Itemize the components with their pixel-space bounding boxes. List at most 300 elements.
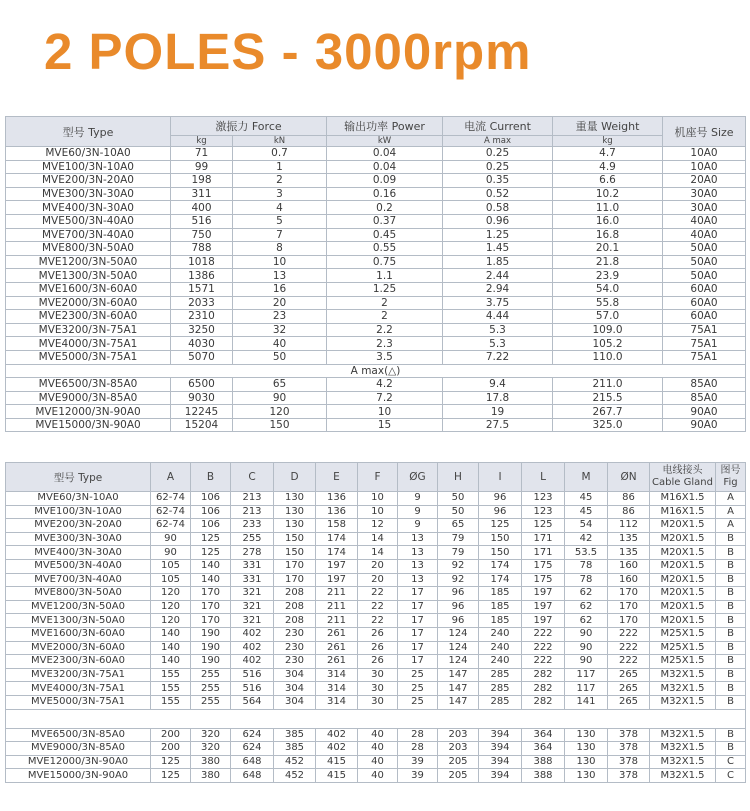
value-cell: 2.2 (327, 323, 443, 337)
value-cell: 30 (358, 668, 398, 682)
table-row (6, 627, 746, 641)
value-cell: 222 (522, 627, 565, 641)
value-cell: M32X1.5 (650, 668, 716, 682)
unit-power: kW (327, 136, 443, 147)
model-cell: MVE1300/3N-50A0 (6, 269, 171, 283)
value-cell: 0.55 (327, 242, 443, 256)
model-cell: MVE500/3N-40A0 (6, 559, 151, 573)
value-cell: 17.8 (443, 391, 553, 405)
value-cell: 78 (565, 559, 608, 573)
model-cell: MVE5000/3N-75A1 (6, 350, 171, 364)
value-cell: 233 (231, 519, 274, 533)
value-cell: 222 (522, 655, 565, 669)
value-cell: 388 (522, 769, 565, 783)
model-cell: MVE6500/3N-85A0 (6, 728, 151, 742)
value-cell: 20.1 (553, 242, 663, 256)
model-cell: MVE500/3N-40A0 (6, 214, 171, 228)
empty-separator-cell (6, 709, 746, 728)
value-cell: 321 (231, 614, 274, 628)
value-cell: 2033 (171, 296, 233, 310)
value-cell: 155 (151, 682, 191, 696)
value-cell: 125 (191, 532, 231, 546)
value-cell: 385 (274, 742, 316, 756)
value-cell: 230 (274, 655, 316, 669)
value-cell: 125 (479, 519, 522, 533)
value-cell: B (716, 559, 746, 573)
table-row (6, 378, 746, 392)
unit-force-kn: kN (233, 136, 327, 147)
value-cell: 222 (608, 641, 650, 655)
value-cell: 125 (522, 519, 565, 533)
table-row (6, 546, 746, 560)
value-cell: 9030 (171, 391, 233, 405)
value-cell: B (716, 546, 746, 560)
value-cell: 50A0 (663, 255, 746, 269)
value-cell: M16X1.5 (650, 505, 716, 519)
value-cell: 2 (327, 296, 443, 310)
value-cell: 394 (479, 755, 522, 769)
separator-row (6, 364, 746, 378)
table-row (6, 310, 746, 324)
value-cell: M25X1.5 (650, 655, 716, 669)
value-cell: 175 (522, 573, 565, 587)
table-row (6, 201, 746, 215)
value-cell: 320 (191, 742, 231, 756)
value-cell: 124 (438, 641, 479, 655)
value-cell: M32X1.5 (650, 769, 716, 783)
dim-header-b: B (191, 463, 231, 492)
model-cell: MVE1300/3N-50A0 (6, 614, 151, 628)
value-cell: 13 (398, 573, 438, 587)
value-cell: 40 (358, 769, 398, 783)
value-cell: 25 (398, 682, 438, 696)
value-cell: 10.2 (553, 187, 663, 201)
value-cell: 3.75 (443, 296, 553, 310)
value-cell: 452 (274, 755, 316, 769)
value-cell: 40 (358, 742, 398, 756)
value-cell: 304 (274, 695, 316, 709)
value-cell: 16.8 (553, 228, 663, 242)
value-cell: 2310 (171, 310, 233, 324)
value-cell: 26 (358, 655, 398, 669)
value-cell: 0.2 (327, 201, 443, 215)
value-cell: 62 (565, 587, 608, 601)
model-cell: MVE400/3N-30A0 (6, 201, 171, 215)
value-cell: 190 (191, 641, 231, 655)
table-row (6, 214, 746, 228)
value-cell: 255 (191, 695, 231, 709)
value-cell: 388 (522, 755, 565, 769)
table-row (6, 269, 746, 283)
model-cell: MVE400/3N-30A0 (6, 546, 151, 560)
value-cell: 150 (479, 532, 522, 546)
value-cell: 17 (398, 655, 438, 669)
value-cell: 331 (231, 559, 274, 573)
value-cell: 285 (479, 668, 522, 682)
value-cell: 30A0 (663, 187, 746, 201)
value-cell: 4.44 (443, 310, 553, 324)
value-cell: 10 (358, 492, 398, 506)
value-cell: 171 (522, 546, 565, 560)
dim-header-cable-gland (650, 463, 716, 492)
value-cell: 516 (231, 682, 274, 696)
value-cell: 261 (316, 655, 358, 669)
value-cell: 120 (233, 405, 327, 419)
value-cell: 9 (398, 505, 438, 519)
table-row (6, 668, 746, 682)
table-row (6, 282, 746, 296)
value-cell: A (716, 492, 746, 506)
value-cell: 17 (398, 641, 438, 655)
value-cell: 222 (608, 627, 650, 641)
value-cell: 321 (231, 587, 274, 601)
value-cell: 62-74 (151, 519, 191, 533)
value-cell: 150 (479, 546, 522, 560)
model-cell: MVE700/3N-40A0 (6, 228, 171, 242)
model-cell: MVE15000/3N-90A0 (6, 769, 151, 783)
value-cell: 230 (274, 627, 316, 641)
value-cell: 140 (191, 559, 231, 573)
value-cell: 105 (151, 573, 191, 587)
value-cell: 3.5 (327, 350, 443, 364)
value-cell: 170 (191, 587, 231, 601)
value-cell: 321 (231, 600, 274, 614)
value-cell: 75A1 (663, 323, 746, 337)
value-cell: 50A0 (663, 269, 746, 283)
value-cell: 22 (358, 600, 398, 614)
value-cell: 205 (438, 755, 479, 769)
value-cell: 10 (358, 505, 398, 519)
value-cell: 16 (233, 282, 327, 296)
value-cell: 106 (191, 492, 231, 506)
value-cell: 4.2 (327, 378, 443, 392)
value-cell: 331 (231, 573, 274, 587)
value-cell: 90 (151, 546, 191, 560)
value-cell: 78 (565, 573, 608, 587)
page-title: 2 POLES - 3000rpm (44, 23, 532, 80)
value-cell: 109.0 (553, 323, 663, 337)
value-cell: 39 (398, 769, 438, 783)
value-cell: 96 (438, 600, 479, 614)
table-row (6, 755, 746, 769)
value-cell: M32X1.5 (650, 755, 716, 769)
value-cell: M32X1.5 (650, 682, 716, 696)
value-cell: 79 (438, 532, 479, 546)
value-cell: 516 (231, 668, 274, 682)
value-cell: M20X1.5 (650, 559, 716, 573)
model-cell: MVE60/3N-10A0 (6, 492, 151, 506)
value-cell: M25X1.5 (650, 641, 716, 655)
value-cell: 170 (191, 600, 231, 614)
model-cell: MVE9000/3N-85A0 (6, 742, 151, 756)
value-cell: 124 (438, 655, 479, 669)
value-cell: 197 (316, 573, 358, 587)
value-cell: 4.7 (553, 147, 663, 161)
dim-header-l: L (522, 463, 565, 492)
table-row (6, 573, 746, 587)
value-cell: 240 (479, 627, 522, 641)
value-cell: 213 (231, 505, 274, 519)
value-cell: 170 (608, 614, 650, 628)
cable-gland-en: Cable Gland (652, 477, 713, 488)
value-cell: 99 (171, 160, 233, 174)
value-cell: 12 (358, 519, 398, 533)
table-row (6, 655, 746, 669)
value-cell: 96 (438, 587, 479, 601)
table-row (6, 418, 746, 432)
value-cell: 208 (274, 600, 316, 614)
value-cell: 30A0 (663, 201, 746, 215)
value-cell: M20X1.5 (650, 614, 716, 628)
value-cell: 9.4 (443, 378, 553, 392)
value-cell: M16X1.5 (650, 492, 716, 506)
value-cell: 0.35 (443, 174, 553, 188)
value-cell: M32X1.5 (650, 742, 716, 756)
value-cell: 125 (191, 546, 231, 560)
value-cell: 9 (398, 519, 438, 533)
value-cell: 50 (233, 350, 327, 364)
value-cell: 203 (438, 728, 479, 742)
value-cell: 4.9 (553, 160, 663, 174)
value-cell: 85A0 (663, 378, 746, 392)
value-cell: 96 (479, 492, 522, 506)
value-cell: 130 (565, 755, 608, 769)
value-cell: 1571 (171, 282, 233, 296)
value-cell: 20 (358, 559, 398, 573)
value-cell: 364 (522, 742, 565, 756)
value-cell: 2.3 (327, 337, 443, 351)
value-cell: 22 (358, 587, 398, 601)
fig-cn: 图号 (720, 465, 741, 476)
value-cell: 90 (565, 655, 608, 669)
value-cell: 213 (231, 492, 274, 506)
value-cell: 285 (479, 695, 522, 709)
value-cell: 125 (151, 769, 191, 783)
value-cell: 203 (438, 742, 479, 756)
value-cell: 265 (608, 695, 650, 709)
value-cell: 60A0 (663, 310, 746, 324)
value-cell: 19 (443, 405, 553, 419)
table-row (6, 391, 746, 405)
value-cell: 85A0 (663, 391, 746, 405)
value-cell: 175 (522, 559, 565, 573)
value-cell: 0.04 (327, 147, 443, 161)
value-cell: 10A0 (663, 160, 746, 174)
value-cell: 23.9 (553, 269, 663, 283)
table-row (6, 769, 746, 783)
value-cell: 314 (316, 668, 358, 682)
value-cell: 415 (316, 755, 358, 769)
value-cell: 28 (398, 728, 438, 742)
value-cell: 20 (233, 296, 327, 310)
value-cell: 750 (171, 228, 233, 242)
model-cell: MVE5000/3N-75A1 (6, 695, 151, 709)
dim-header-m: M (565, 463, 608, 492)
value-cell: 25 (398, 695, 438, 709)
value-cell: 170 (608, 587, 650, 601)
value-cell: 394 (479, 742, 522, 756)
value-cell: 378 (608, 742, 650, 756)
value-cell: 150 (233, 418, 327, 432)
header-weight: 重量 Weight (553, 117, 663, 136)
value-cell: 255 (191, 668, 231, 682)
value-cell: 20 (358, 573, 398, 587)
value-cell: 648 (231, 769, 274, 783)
value-cell: 3 (233, 187, 327, 201)
dim-header-i: I (479, 463, 522, 492)
value-cell: 39 (398, 755, 438, 769)
value-cell: 0.7 (233, 147, 327, 161)
value-cell: 130 (565, 769, 608, 783)
value-cell: 79 (438, 546, 479, 560)
value-cell: 380 (191, 769, 231, 783)
value-cell: 255 (191, 682, 231, 696)
value-cell: 364 (522, 728, 565, 742)
model-cell: MVE2300/3N-60A0 (6, 310, 171, 324)
value-cell: 71 (171, 147, 233, 161)
value-cell: 110.0 (553, 350, 663, 364)
value-cell: 0.58 (443, 201, 553, 215)
value-cell: 26 (358, 641, 398, 655)
model-cell: MVE200/3N-20A0 (6, 174, 171, 188)
value-cell: 170 (608, 600, 650, 614)
value-cell: 402 (231, 641, 274, 655)
model-cell: MVE3200/3N-75A1 (6, 668, 151, 682)
value-cell: 16.0 (553, 214, 663, 228)
value-cell: 25 (398, 668, 438, 682)
value-cell: 22 (358, 614, 398, 628)
separator-row (6, 709, 746, 728)
value-cell: 624 (231, 728, 274, 742)
value-cell: 240 (479, 655, 522, 669)
value-cell: 90A0 (663, 418, 746, 432)
value-cell: 174 (479, 573, 522, 587)
value-cell: 5.3 (443, 337, 553, 351)
value-cell: 32 (233, 323, 327, 337)
value-cell: 92 (438, 559, 479, 573)
value-cell: 120 (151, 600, 191, 614)
value-cell: 200 (151, 742, 191, 756)
value-cell: 222 (522, 641, 565, 655)
value-cell: 141 (565, 695, 608, 709)
value-cell: 105.2 (553, 337, 663, 351)
value-cell: 2.94 (443, 282, 553, 296)
value-cell: 282 (522, 668, 565, 682)
model-cell: MVE100/3N-10A0 (6, 160, 171, 174)
value-cell: 120 (151, 614, 191, 628)
value-cell: 11.0 (553, 201, 663, 215)
value-cell: 130 (274, 519, 316, 533)
value-cell: 0.37 (327, 214, 443, 228)
value-cell: 17 (398, 587, 438, 601)
value-cell: 400 (171, 201, 233, 215)
model-cell: MVE100/3N-10A0 (6, 505, 151, 519)
value-cell: M32X1.5 (650, 695, 716, 709)
value-cell: 7.22 (443, 350, 553, 364)
model-cell: MVE300/3N-30A0 (6, 187, 171, 201)
value-cell: 198 (171, 174, 233, 188)
header-power: 输出功率 Power (327, 117, 443, 136)
table-row (6, 559, 746, 573)
value-cell: 211 (316, 614, 358, 628)
dim-header-d: D (274, 463, 316, 492)
dim-header-h: H (438, 463, 479, 492)
value-cell: 170 (274, 573, 316, 587)
table-row (6, 728, 746, 742)
value-cell: 96 (438, 614, 479, 628)
header-type: 型号 Type (6, 117, 171, 147)
value-cell: M20X1.5 (650, 587, 716, 601)
value-cell: 170 (191, 614, 231, 628)
value-cell: 160 (608, 559, 650, 573)
value-cell: 170 (274, 559, 316, 573)
dim-header-og: ØG (398, 463, 438, 492)
value-cell: B (716, 682, 746, 696)
value-cell: 155 (151, 695, 191, 709)
value-cell: 211.0 (553, 378, 663, 392)
value-cell: 208 (274, 587, 316, 601)
value-cell: 185 (479, 587, 522, 601)
value-cell: 117 (565, 682, 608, 696)
value-cell: 648 (231, 755, 274, 769)
value-cell: 10 (327, 405, 443, 419)
value-cell: 278 (231, 546, 274, 560)
table-row (6, 614, 746, 628)
value-cell: 147 (438, 668, 479, 682)
value-cell: 325.0 (553, 418, 663, 432)
value-cell: 90 (233, 391, 327, 405)
value-cell: 394 (479, 769, 522, 783)
value-cell: 311 (171, 187, 233, 201)
value-cell: 125 (151, 755, 191, 769)
value-cell: 28 (398, 742, 438, 756)
model-cell: MVE2000/3N-60A0 (6, 641, 151, 655)
header-size: 机座号 Size (663, 117, 746, 147)
value-cell: 90 (565, 641, 608, 655)
value-cell: 402 (231, 655, 274, 669)
value-cell: 174 (316, 532, 358, 546)
value-cell: C (716, 755, 746, 769)
value-cell: 0.52 (443, 187, 553, 201)
value-cell: M20X1.5 (650, 532, 716, 546)
value-cell: 1386 (171, 269, 233, 283)
model-cell: MVE15000/3N-90A0 (6, 418, 171, 432)
table-row (6, 337, 746, 351)
value-cell: 155 (151, 668, 191, 682)
value-cell: 130 (274, 492, 316, 506)
value-cell: 106 (191, 519, 231, 533)
value-cell: B (716, 573, 746, 587)
value-cell: B (716, 742, 746, 756)
model-cell: MVE4000/3N-75A1 (6, 682, 151, 696)
value-cell: 190 (191, 655, 231, 669)
dimensions-table (5, 462, 746, 783)
value-cell: 171 (522, 532, 565, 546)
value-cell: B (716, 668, 746, 682)
value-cell: 267.7 (553, 405, 663, 419)
value-cell: 10A0 (663, 147, 746, 161)
value-cell: 4030 (171, 337, 233, 351)
value-cell: 200 (151, 728, 191, 742)
fig-en: Fig (723, 477, 738, 488)
header-current: 电流 Current (443, 117, 553, 136)
value-cell: 92 (438, 573, 479, 587)
value-cell: 90 (565, 627, 608, 641)
value-cell: 7 (233, 228, 327, 242)
value-cell: 147 (438, 695, 479, 709)
table-row (6, 682, 746, 696)
value-cell: 261 (316, 627, 358, 641)
